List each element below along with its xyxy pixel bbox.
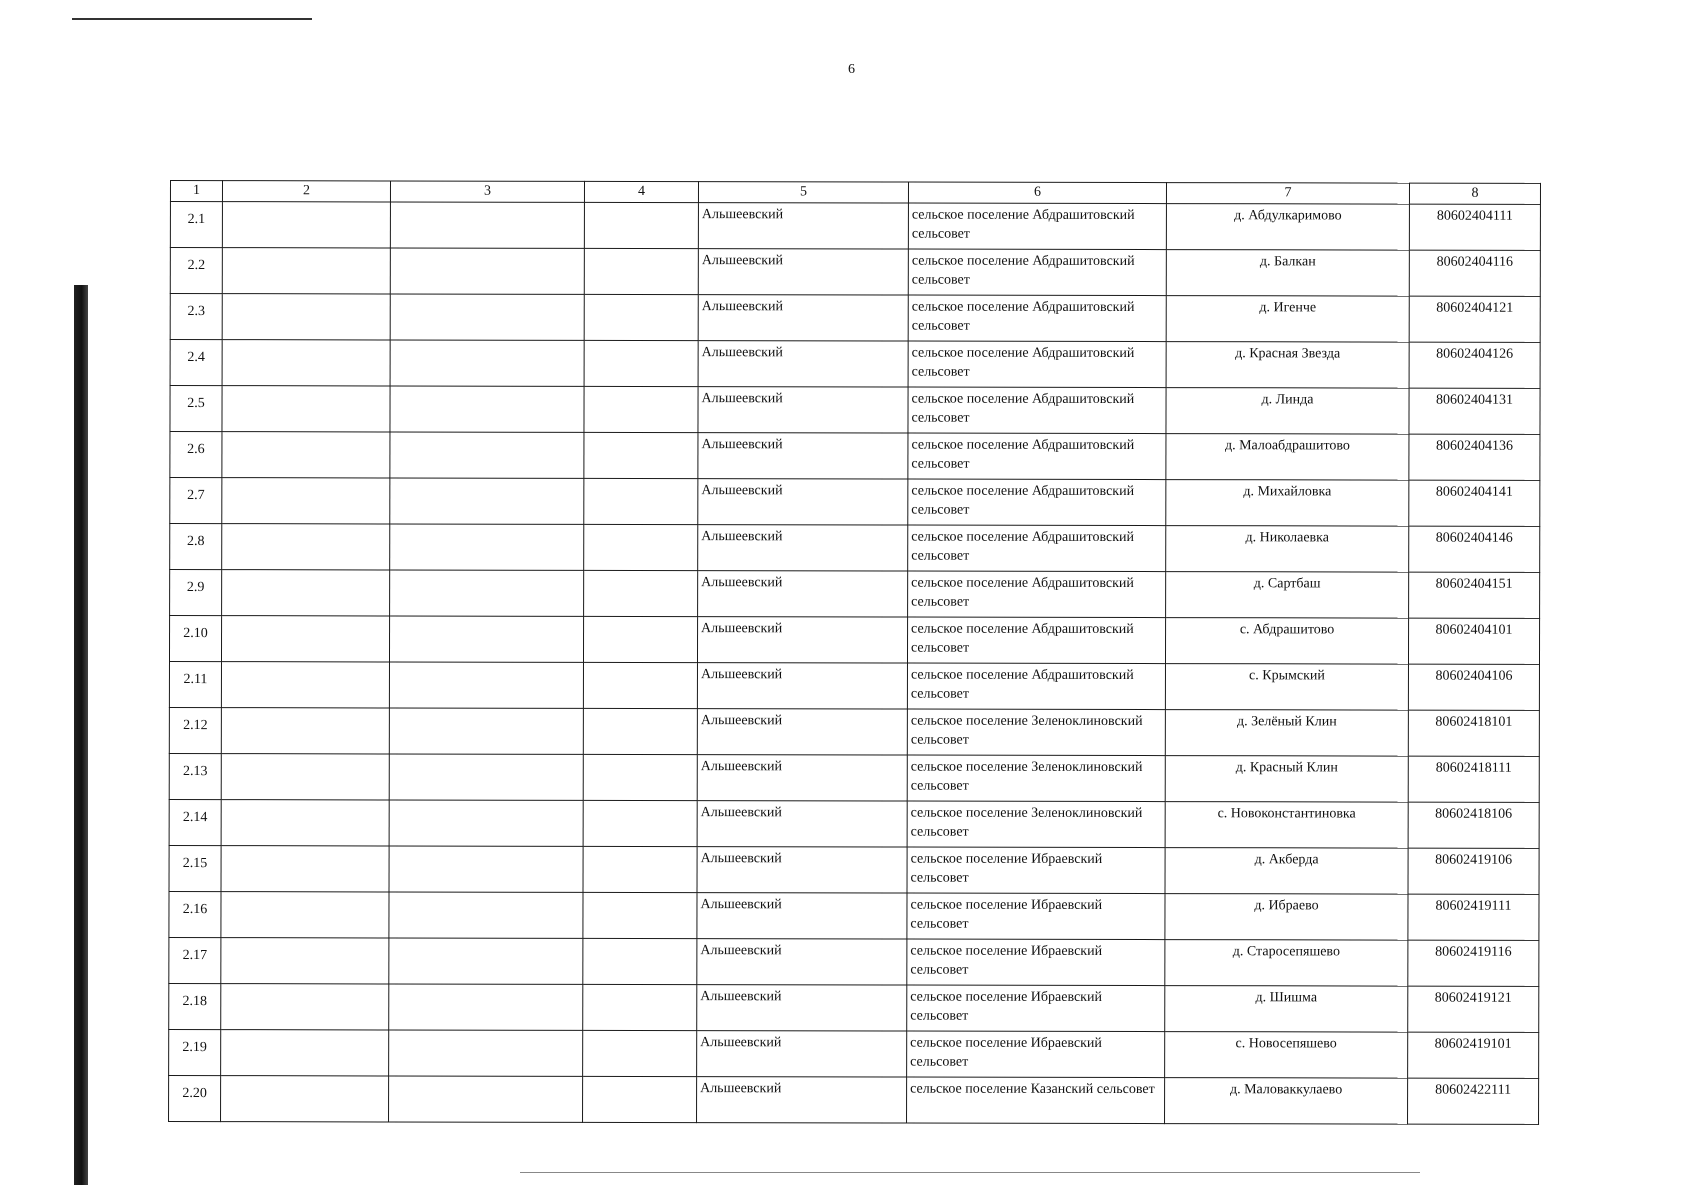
locality-cell: д. Игенче — [1166, 296, 1409, 343]
district-cell: Альшеевский — [698, 387, 908, 433]
col-4-cell — [584, 202, 698, 248]
col-4-cell — [584, 340, 698, 386]
settlement-cell: сельское поселение Абдрашитовский сельсовет — [907, 663, 1165, 710]
settlement-cell: сельское поселение Казанский сельсовет — [907, 1077, 1165, 1124]
settlement-cell: сельское поселение Зеленоклиновский сельсовет — [907, 709, 1165, 756]
table-row — [169, 1029, 1539, 1078]
table-row — [170, 340, 1540, 389]
district-cell: Альшеевский — [697, 801, 907, 847]
oktmo-code-cell: 80602419106 — [1408, 848, 1539, 894]
header-col-6: 6 — [908, 182, 1166, 204]
col-2-cell — [221, 1076, 389, 1122]
col-3-cell — [389, 938, 583, 984]
oktmo-code-cell: 80602418101 — [1408, 710, 1539, 756]
settlement-cell: сельское поселение Абдрашитовский сельсовет — [908, 249, 1166, 296]
table-row — [170, 248, 1540, 297]
locality-cell: д. Балкан — [1166, 250, 1409, 297]
settlement-cell: сельское поселение Ибраевский сельсовет — [907, 985, 1165, 1032]
row-number: 2.5 — [170, 386, 222, 432]
settlement-cell: сельское поселение Абдрашитовский сельсовет — [908, 525, 1166, 572]
col-4-cell — [584, 478, 698, 524]
district-cell: Альшеевский — [698, 571, 908, 617]
scan-artifact-bottom-line — [520, 1172, 1420, 1173]
table-row — [169, 845, 1539, 894]
district-cell: Альшеевский — [698, 341, 908, 387]
locality-cell: д. Малоабдрашитово — [1166, 434, 1409, 481]
oktmo-code-cell: 80602418111 — [1408, 756, 1539, 802]
settlement-cell: сельское поселение Абдрашитовский сельсовет — [908, 571, 1166, 618]
locality-cell: д. Абдулкаримово — [1166, 204, 1409, 251]
col-4-cell — [584, 294, 698, 340]
row-number: 2.18 — [169, 983, 221, 1029]
table-row — [170, 570, 1540, 619]
col-3-cell — [390, 340, 584, 386]
row-number: 2.3 — [170, 294, 222, 340]
col-4-cell — [583, 708, 697, 754]
col-3-cell — [389, 800, 583, 846]
oktmo-code-cell: 80602404131 — [1409, 388, 1540, 434]
header-col-5: 5 — [698, 182, 908, 203]
table-row — [170, 432, 1540, 481]
col-2-cell — [222, 478, 390, 524]
header-col-3: 3 — [390, 181, 584, 202]
header-col-1: 1 — [170, 181, 222, 202]
table-row — [170, 202, 1540, 251]
col-4-cell — [584, 386, 698, 432]
col-3-cell — [390, 386, 584, 432]
col-2-cell — [222, 248, 390, 294]
settlement-cell: сельское поселение Ибраевский сельсовет — [907, 847, 1165, 894]
col-3-cell — [389, 708, 583, 754]
row-number: 2.1 — [170, 202, 222, 248]
oktmo-code-cell: 80602404126 — [1409, 342, 1540, 388]
table-body — [169, 202, 1541, 1125]
settlement-cell: сельское поселение Абдрашитовский сельсовет — [908, 295, 1166, 342]
header-col-8: 8 — [1409, 183, 1540, 204]
table-row — [169, 662, 1539, 711]
district-cell: Альшеевский — [697, 1077, 907, 1123]
locality-cell: д. Шишма — [1165, 986, 1408, 1033]
table-row — [169, 707, 1539, 756]
settlement-cell: сельское поселение Ибраевский сельсовет — [907, 939, 1165, 986]
document-table-container — [168, 180, 1541, 1125]
col-3-cell — [390, 248, 584, 294]
col-3-cell — [389, 892, 583, 938]
col-3-cell — [390, 202, 584, 248]
row-number: 2.2 — [170, 248, 222, 294]
oktmo-code-cell: 80602404111 — [1409, 204, 1540, 250]
locality-cell: д. Маловаккулаево — [1165, 1078, 1408, 1125]
col-2-cell — [221, 754, 389, 800]
district-cell: Альшеевский — [698, 295, 908, 341]
row-number: 2.14 — [169, 799, 221, 845]
col-3-cell — [390, 432, 584, 478]
col-2-cell — [221, 616, 389, 662]
col-2-cell — [222, 294, 390, 340]
col-3-cell — [389, 846, 583, 892]
row-number: 2.8 — [170, 524, 222, 570]
col-2-cell — [222, 524, 390, 570]
table-row — [170, 478, 1540, 527]
page-number: 6 — [848, 62, 855, 77]
table-row — [169, 1075, 1539, 1124]
table-row — [169, 753, 1539, 802]
oktmo-code-cell: 80602422111 — [1408, 1078, 1539, 1124]
locality-cell: д. Ибраево — [1165, 894, 1408, 941]
settlement-cell: сельское поселение Абдрашитовский сельсовет — [907, 617, 1165, 664]
col-2-cell — [222, 570, 390, 616]
district-cell: Альшеевский — [697, 663, 907, 709]
district-cell: Альшеевский — [697, 755, 907, 801]
oktmo-code-cell: 80602404136 — [1409, 434, 1540, 480]
district-cell: Альшеевский — [698, 479, 908, 525]
table-row — [170, 386, 1540, 435]
row-number: 2.20 — [169, 1075, 221, 1121]
oktmo-code-cell: 80602418106 — [1408, 802, 1539, 848]
scan-artifact-left-edge — [74, 285, 88, 1185]
oktmo-code-cell: 80602404116 — [1409, 250, 1540, 296]
row-number: 2.12 — [169, 707, 221, 753]
col-2-cell — [221, 984, 389, 1030]
locality-cell: с. Новоконстантиновка — [1165, 802, 1408, 849]
settlement-cell: сельское поселение Ибраевский сельсовет — [907, 1031, 1165, 1078]
col-3-cell — [389, 616, 583, 662]
col-3-cell — [389, 984, 583, 1030]
locality-cell: с. Новосепяшево — [1165, 1032, 1408, 1079]
oktmo-code-cell: 80602404121 — [1409, 296, 1540, 342]
col-2-cell — [221, 892, 389, 938]
district-cell: Альшеевский — [698, 203, 908, 249]
row-number: 2.16 — [169, 891, 221, 937]
oktmo-code-cell: 80602404101 — [1408, 618, 1539, 664]
col-2-cell — [222, 340, 390, 386]
oktmo-code-cell: 80602404106 — [1408, 664, 1539, 710]
district-cell: Альшеевский — [698, 525, 908, 571]
settlement-cell: сельское поселение Абдрашитовский сельсовет — [908, 433, 1166, 480]
oktmo-code-cell: 80602404141 — [1409, 480, 1540, 526]
locality-cell: д. Красный Клин — [1165, 756, 1408, 803]
locality-cell: с. Крымский — [1165, 664, 1408, 711]
table-row — [169, 983, 1539, 1032]
col-2-cell — [222, 202, 390, 248]
col-3-cell — [390, 524, 584, 570]
settlement-cell: сельское поселение Ибраевский сельсовет — [907, 893, 1165, 940]
row-number: 2.9 — [170, 570, 222, 616]
row-number: 2.11 — [169, 662, 221, 708]
settlement-cell: сельское поселение Зеленоклиновский сельсовет — [907, 801, 1165, 848]
scan-artifact-top-line — [72, 18, 312, 20]
settlement-cell: сельское поселение Абдрашитовский сельсовет — [908, 203, 1166, 250]
oktmo-code-cell: 80602404146 — [1409, 526, 1540, 572]
oktmo-code-cell: 80602419101 — [1408, 1032, 1539, 1078]
col-2-cell — [221, 938, 389, 984]
table-row — [169, 799, 1539, 848]
header-col-2: 2 — [222, 181, 390, 202]
district-cell: Альшеевский — [697, 893, 907, 939]
table-row — [170, 294, 1540, 343]
col-2-cell — [221, 800, 389, 846]
locality-cell: д. Зелёный Клин — [1165, 710, 1408, 757]
row-number: 2.17 — [169, 937, 221, 983]
settlement-cell: сельское поселение Абдрашитовский сельсовет — [908, 341, 1166, 388]
table-row — [169, 891, 1539, 940]
row-number: 2.15 — [169, 845, 221, 891]
oktmo-code-cell: 80602419111 — [1408, 894, 1539, 940]
col-4-cell — [584, 524, 698, 570]
col-4-cell — [583, 1076, 697, 1122]
row-number: 2.7 — [170, 478, 222, 524]
header-col-7: 7 — [1166, 183, 1409, 205]
col-4-cell — [583, 892, 697, 938]
settlements-table — [168, 180, 1541, 1125]
row-number: 2.6 — [170, 432, 222, 478]
district-cell: Альшеевский — [697, 939, 907, 985]
col-2-cell — [221, 846, 389, 892]
table-row — [169, 616, 1539, 665]
col-3-cell — [389, 662, 583, 708]
col-4-cell — [583, 846, 697, 892]
oktmo-code-cell: 80602419116 — [1408, 940, 1539, 986]
table-row — [170, 524, 1540, 573]
oktmo-code-cell: 80602419121 — [1408, 986, 1539, 1032]
col-4-cell — [583, 754, 697, 800]
col-2-cell — [222, 432, 390, 478]
col-4-cell — [583, 662, 697, 708]
col-4-cell — [584, 432, 698, 478]
district-cell: Альшеевский — [698, 249, 908, 295]
district-cell: Альшеевский — [697, 847, 907, 893]
col-3-cell — [390, 294, 584, 340]
locality-cell: д. Красная Звезда — [1166, 342, 1409, 389]
locality-cell: д. Акберда — [1165, 848, 1408, 895]
settlement-cell: сельское поселение Абдрашитовский сельсовет — [908, 387, 1166, 434]
table-row — [169, 937, 1539, 986]
col-3-cell — [389, 754, 583, 800]
locality-cell: д. Сартбаш — [1166, 572, 1409, 619]
col-4-cell — [583, 800, 697, 846]
col-2-cell — [222, 386, 390, 432]
settlement-cell: сельское поселение Абдрашитовский сельсовет — [908, 479, 1166, 526]
col-2-cell — [221, 1030, 389, 1076]
row-number: 2.19 — [169, 1029, 221, 1075]
locality-cell: с. Абдрашитово — [1165, 618, 1408, 665]
settlement-cell: сельское поселение Зеленоклиновский сельсовет — [907, 755, 1165, 802]
col-3-cell — [390, 478, 584, 524]
oktmo-code-cell: 80602404151 — [1409, 572, 1540, 618]
col-4-cell — [583, 938, 697, 984]
col-3-cell — [389, 1030, 583, 1076]
col-4-cell — [583, 984, 697, 1030]
col-4-cell — [583, 616, 697, 662]
header-row — [170, 181, 1540, 205]
col-2-cell — [221, 662, 389, 708]
row-number: 2.10 — [169, 616, 221, 662]
row-number: 2.13 — [169, 753, 221, 799]
row-number: 2.4 — [170, 340, 222, 386]
col-3-cell — [390, 570, 584, 616]
locality-cell: д. Линда — [1166, 388, 1409, 435]
col-4-cell — [583, 1030, 697, 1076]
district-cell: Альшеевский — [697, 985, 907, 1031]
district-cell: Альшеевский — [697, 1031, 907, 1077]
col-4-cell — [584, 248, 698, 294]
district-cell: Альшеевский — [698, 433, 908, 479]
district-cell: Альшеевский — [697, 709, 907, 755]
col-4-cell — [584, 570, 698, 616]
district-cell: Альшеевский — [697, 617, 907, 663]
locality-cell: д. Старосепяшево — [1165, 940, 1408, 987]
col-3-cell — [389, 1076, 583, 1122]
col-2-cell — [221, 708, 389, 754]
locality-cell: д. Михайловка — [1166, 480, 1409, 527]
header-col-4: 4 — [584, 181, 698, 202]
locality-cell: д. Николаевка — [1166, 526, 1409, 573]
